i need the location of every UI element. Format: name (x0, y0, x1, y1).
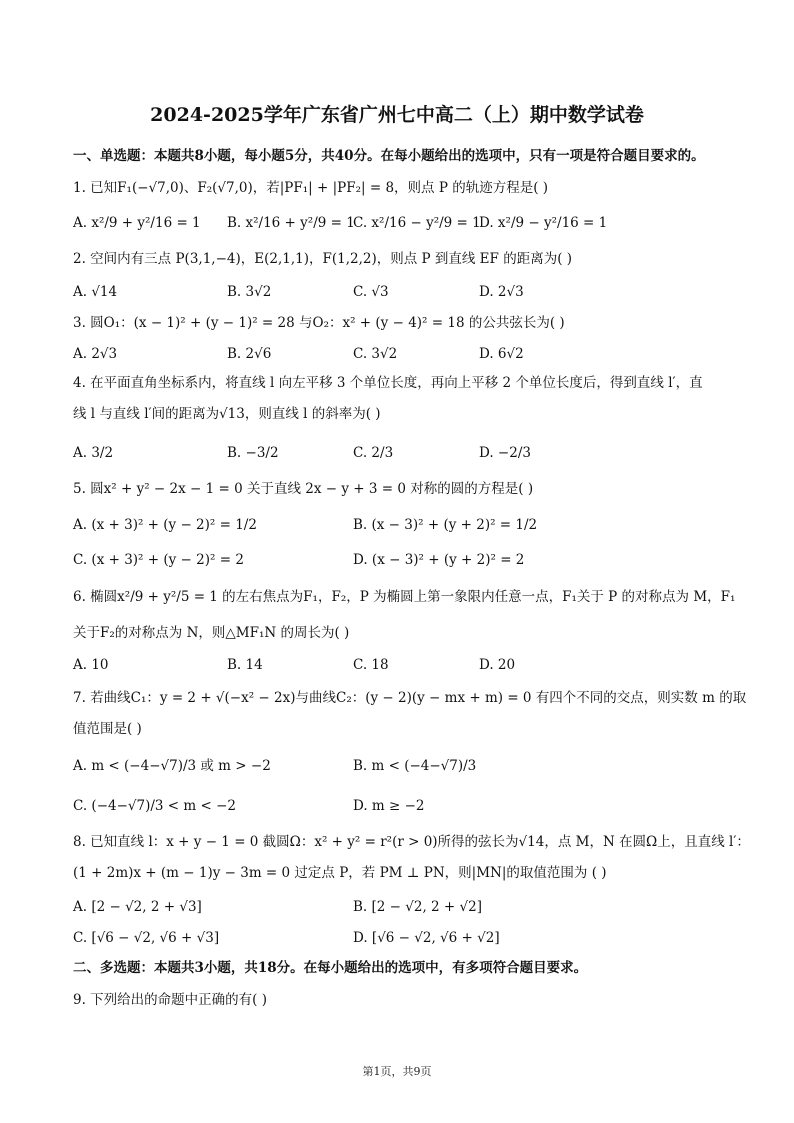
question-6-option-b: B. 14 (227, 657, 263, 673)
question-6-option-d: D. 20 (479, 657, 516, 673)
question-2-option-d: D. 2√3 (479, 284, 524, 300)
question-5-option-a: A. (x + 3)² + (y − 2)² = 1/2 (73, 517, 257, 533)
question-4-option-d: D. −2/3 (479, 445, 531, 461)
question-3-option-a: A. 2√3 (73, 346, 118, 362)
question-5-stem: 5. 圆x² + y² − 2x − 1 = 0 关于直线 2x − y + 3 = 0 对称的圆的方程是( ) (73, 481, 534, 497)
question-3-stem: 3. 圆O₁：(x − 1)² + (y − 1)² = 28 与O₂：x² + (y − 4)² = 18 的公共弦长为( ) (73, 315, 565, 331)
page-footer: 第1页，共9页 (362, 1065, 432, 1078)
question-5-option-b: B. (x − 3)² + (y + 2)² = 1/2 (353, 517, 538, 533)
question-7-option-a: A. m < (−4−√7)/3 或 m > −2 (73, 758, 271, 774)
question-6-stem-line-2: 关于F₂的对称点为 N，则△MF₁N 的周长为( ) (73, 625, 350, 641)
question-2-option-a: A. √14 (73, 284, 118, 300)
section-heading-single-choice: 一、单选题：本题共8小题，每小题5分，共40分。在每小题给出的选项中，只有一项是符合题目要求的。 (73, 148, 705, 164)
question-3-option-c: C. 3√2 (353, 346, 398, 362)
question-8-option-d: D. [√6 − √2, √6 + √2] (353, 930, 500, 946)
question-4-option-a: A. 3/2 (73, 445, 114, 461)
page-title: 2024-2025学年广东省广州七中高二（上）期中数学试卷 (150, 104, 644, 126)
question-4-stem-line-2: 线 l 与直线 l′间的距离为√13，则直线 l 的斜率为( ) (73, 406, 381, 422)
question-9-stem: 9. 下列给出的命题中正确的有( ) (73, 992, 267, 1008)
question-2-option-c: C. √3 (353, 284, 389, 300)
question-8-stem-line-1: 8. 已知直线 l：x + y − 1 = 0 截圆Ω：x² + y² = r²(r > 0)所得的弦长为√14，点 M，N 在圆Ω上，且直线 l′： (73, 834, 750, 850)
question-4-option-b: B. −3/2 (227, 445, 279, 461)
question-3-option-d: D. 6√2 (479, 346, 524, 362)
question-1-option-b: B. x²/16 + y²/9 = 1 (227, 215, 355, 231)
question-1-option-d: D. x²/9 − y²/16 = 1 (479, 215, 608, 231)
question-1-option-a: A. x²/9 + y²/16 = 1 (73, 215, 201, 231)
question-8-option-b: B. [2 − √2, 2 + √2] (353, 899, 482, 915)
question-8-stem-line-2: (1 + 2m)x + (m − 1)y − 3m = 0 过定点 P，若 PM ⊥ PN，则|MN|的取值范围为 ( ) (73, 865, 607, 881)
question-6-option-c: C. 18 (353, 657, 389, 673)
question-1-option-c: C. x²/16 − y²/9 = 1 (353, 215, 481, 231)
question-8-option-c: C. [√6 − √2, √6 + √3] (73, 930, 220, 946)
question-2-stem: 2. 空间内有三点 P(3,1,−4)，E(2,1,1)，F(1,2,2)，则点 P 到直线 EF 的距离为( ) (73, 251, 573, 267)
question-4-option-c: C. 2/3 (353, 445, 394, 461)
question-2-option-b: B. 3√2 (227, 284, 272, 300)
question-7-stem-line-1: 7. 若曲线C₁：y = 2 + √(−x² − 2x)与曲线C₂：(y − 2)(y − mx + m) = 0 有四个不同的交点，则实数 m 的取 (73, 690, 747, 706)
question-6-option-a: A. 10 (73, 657, 109, 673)
question-7-option-b: B. m < (−4−√7)/3 (353, 758, 477, 774)
question-5-option-d: D. (x − 3)² + (y + 2)² = 2 (353, 552, 525, 568)
question-1-stem: 1. 已知F₁(−√7,0)、F₂(√7,0)，若|PF₁| + |PF₂| = 8，则点 P 的轨迹方程是( ) (73, 180, 549, 196)
question-6-stem-line-1: 6. 椭圆x²/9 + y²/5 = 1 的左右焦点为F₁，F₂，P 为椭圆上第一象限内任意一点，F₁关于 P 的对称点为 M，F₁ (73, 589, 736, 605)
question-7-stem-line-2: 值范围是( ) (73, 721, 142, 737)
question-3-option-b: B. 2√6 (227, 346, 272, 362)
question-5-option-c: C. (x + 3)² + (y − 2)² = 2 (73, 552, 244, 568)
question-4-stem-line-1: 4. 在平面直角坐标系内，将直线 l 向左平移 3 个单位长度，再向上平移 2 个单位长度后，得到直线 l′，直 (73, 375, 703, 391)
section-heading-multiple-choice: 二、多选题：本题共3小题，共18分。在每小题给出的选项中，有多项符合题目要求。 (73, 960, 588, 976)
question-8-option-a: A. [2 − √2, 2 + √3] (73, 899, 202, 915)
question-7-option-d: D. m ≥ −2 (353, 798, 425, 814)
question-7-option-c: C. (−4−√7)/3 < m < −2 (73, 798, 236, 814)
